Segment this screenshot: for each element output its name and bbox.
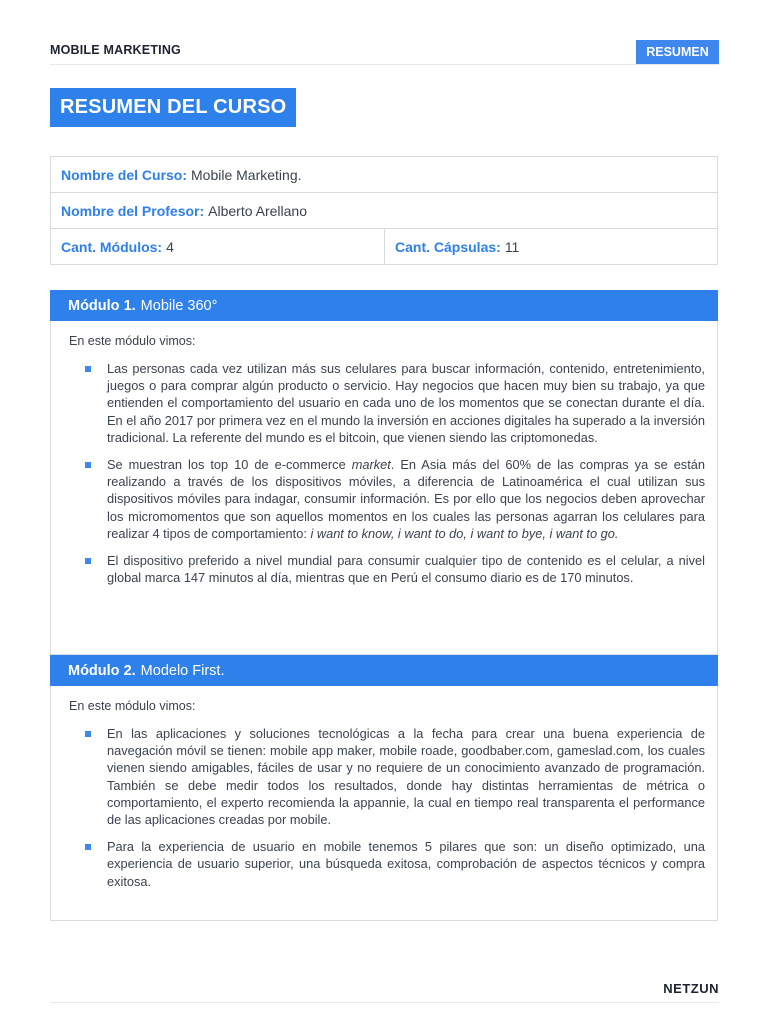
capsules-count-value: 11 xyxy=(504,238,520,255)
bullet-text-part: . En Asia más del 60% de las compras ya se están realizando a través de los dispositivos móviles, a diferencia de Latinoamérica el cual utilizan sus dispositivos móviles para indagar, consumir información. Es por ello que los negocios deben aprovechar los micromomentos que son aquellos momentos en los cuales las personas agarran los celulares para realizar 4 tipos de comportamiento: xyxy=(107,457,705,541)
module-2-section xyxy=(50,655,718,921)
page-header xyxy=(50,40,719,65)
modules-count-value: 4 xyxy=(166,238,174,255)
list-item xyxy=(51,360,717,446)
module-1-intro: En este módulo vimos: xyxy=(69,334,196,348)
bullet-text: Para la experiencia de usuario en mobile tenemos 5 pilares que son: un diseño optimizado, una experiencia de usuario superior, una búsqueda exitosa, comprobación de aspectos técnicos y compra exitosa. xyxy=(107,839,705,889)
module-1-bullet-list xyxy=(51,360,717,586)
bullet-text: En las aplicaciones y soluciones tecnológicas a la fecha para crear una buena experiencia de navegación móvil se tienen: mobile app maker, mobile roade, goodbaber.com, gameslad.com, los cuales vienen siendo amigables, fáciles de usar y no requiere de un conocimiento avanzado de programación. También se debe medir todos los resultados, donde hay distintas herramientas de métrica o comportamiento, el experto recomienda la appannie, la cual en tiempo real transparenta el performance de las aplicaciones creadas por mobile. xyxy=(107,726,705,828)
list-item xyxy=(51,725,717,828)
square-bullet-icon xyxy=(85,366,91,372)
square-bullet-icon xyxy=(85,558,91,564)
list-item xyxy=(51,552,717,586)
module-1-header xyxy=(50,290,718,321)
bullet-text: Las personas cada vez utilizan más sus celulares para buscar información, contenido, entretenimiento, juegos o para comprar algún producto o servicio. Hay negocios que hacen muy bien su trabajo, ya que entienden el comportamiento del usuario en cada uno de los momentos que se conectan durante el día. En el año 2017 por primera vez en el mundo la inversión en acciones digitales ha superado a la inversión tradicional. La referente del mundo es el bitcoin, que vienen siendo las criptomonedas. xyxy=(107,361,705,445)
teacher-name-row xyxy=(51,193,717,229)
course-name-row xyxy=(51,157,717,193)
modules-count-cell xyxy=(51,229,384,264)
brand-logo: NETZUN xyxy=(663,981,719,996)
module-2-header xyxy=(50,655,718,686)
list-item xyxy=(51,456,717,542)
section-badge: RESUMEN xyxy=(636,40,719,64)
module-1-section xyxy=(50,290,718,655)
bullet-text-part: Se muestran los top 10 de e-commerce xyxy=(107,457,352,473)
square-bullet-icon xyxy=(85,844,91,850)
capsules-count-label: Cant. Cápsulas: xyxy=(395,238,501,255)
list-item xyxy=(51,838,717,890)
module-2-bullet-list xyxy=(51,725,717,890)
square-bullet-icon xyxy=(85,462,91,468)
bullet-text-italic: i want to know, i want to do, i want to bye, i want to go. xyxy=(310,525,619,541)
module-2-intro: En este módulo vimos: xyxy=(69,699,196,713)
teacher-name-label: Nombre del Profesor: xyxy=(61,202,205,219)
course-name-label: Nombre del Curso: xyxy=(61,166,188,183)
module-1-name: Mobile 360° xyxy=(140,297,218,314)
modules-count-label: Cant. Módulos: xyxy=(61,238,163,255)
teacher-name-value: Alberto Arellano xyxy=(208,202,307,219)
module-2-number: Módulo 2. xyxy=(68,662,136,679)
course-name-value: Mobile Marketing. xyxy=(191,166,302,183)
course-info-table xyxy=(50,156,718,265)
square-bullet-icon xyxy=(85,731,91,737)
counts-row xyxy=(51,229,717,264)
module-1-number: Módulo 1. xyxy=(68,297,136,314)
page-footer xyxy=(50,978,719,1003)
capsules-count-cell xyxy=(384,229,717,264)
bullet-text-italic: market xyxy=(351,457,391,473)
course-header-title: MOBILE MARKETING xyxy=(50,43,181,57)
bullet-text: El dispositivo preferido a nivel mundial para consumir cualquier tipo de contenido es el celular, a nivel global marca 147 minutos al día, mientras que en Perú el consumo diario es de 170 minutos. xyxy=(107,553,705,586)
module-2-name: Modelo First. xyxy=(140,662,225,679)
page-title: RESUMEN DEL CURSO xyxy=(50,88,296,127)
